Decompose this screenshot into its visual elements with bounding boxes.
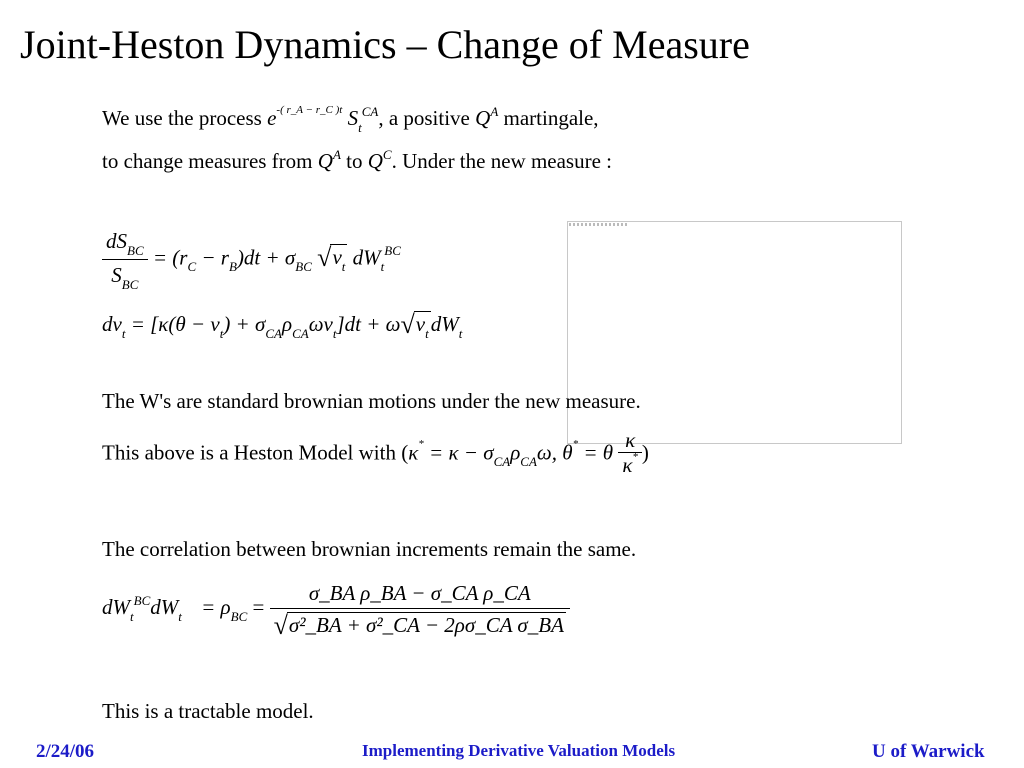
slide-title: Joint-Heston Dynamics – Change of Measure [20,22,750,67]
star-2: * [572,438,579,451]
s-sup: CA [361,104,379,119]
q-sup-c: C [382,147,392,162]
heston-prefix: This above is a Heston Model with ( [102,440,409,465]
heston-line [102,428,649,481]
ds-num-sub: BC [127,243,144,258]
q-symbol: Q [475,106,491,130]
sqrt-icon: √ [317,243,332,273]
heston-sub-ca: CA [493,454,511,470]
dv-sub-ca-2: CA [292,326,309,341]
ds-v-sub: t [341,259,346,275]
ds-sqrt [330,244,347,275]
intro-to: to [346,149,363,173]
s-symbol: S [347,106,359,130]
sqrt-icon-2: √ [400,310,415,339]
intro-line-1 [102,103,599,137]
footer-title: Implementing Derivative Valuation Models [362,741,676,760]
dv-sub-t-2: t [219,326,224,341]
ds-rc: C [187,259,197,275]
ds-v: v [332,245,342,270]
dv-text-c: ) + σ [223,312,266,336]
dv-text-f: ]dt + ω [336,312,401,336]
heston-omega: ω, [536,440,557,465]
ds-rb: B [228,259,237,275]
equation-correlation [102,578,570,640]
corr-numerator: σ_BA ρ_BA − σ_CA ρ_CA [270,578,570,609]
frac-num: κ [625,428,636,452]
q-sup-a: A [490,104,499,119]
exp-base: e [267,106,277,130]
kappa-fraction [618,428,642,481]
intro-text: We use the process [102,106,262,130]
ds-den-sub: BC [121,277,139,292]
heston-eq-theta: = θ [578,440,614,465]
ds-dw-sub: t [380,259,385,275]
heston-rho: ρ [510,440,521,465]
corr-sub-t: t [130,608,134,624]
kappa-star: κ [408,440,419,465]
corr-eq-rho: = ρ [201,594,231,619]
ds-dw: dW [352,245,381,270]
footer-institution: U of Warwick [872,741,985,762]
dv-sub-t-3: t [332,326,337,341]
corr-sub-t-2: t [178,608,182,624]
corr-denominator: σ²_BA + σ²_CA − 2ρσ_CA σ_BA [288,613,564,637]
ds-rhs-a: = (r [152,245,188,270]
intro-line-2 [102,146,612,179]
dv-text-d: ρ [281,312,293,336]
intro-line2-text: to change measures from [102,149,313,173]
footer-date: 2/24/06 [36,741,95,762]
corr-sub-bc: BC [230,608,248,624]
dv-sub-t: t [121,326,126,341]
corr-sup-bc: BC [133,592,151,608]
sqrt-icon-3: √ [273,611,288,640]
q-symbol-3: Q [367,149,383,173]
corr-denominator-wrap [270,609,570,640]
heston-sub-ca-2: CA [520,454,537,470]
dv-text-g: dW [430,312,459,336]
correlation-fraction [270,578,570,640]
equation-ds [102,226,401,293]
correlation-text: The correlation between brownian increments remain the same. [102,537,637,561]
tractable-text: This is a tractable model. [102,699,314,723]
ds-sigma-sub: BC [295,259,312,275]
theta-star: θ [562,440,573,465]
exp-power: -( r_A − r_C )t [276,104,343,116]
corr-dw-2: dW [150,594,179,619]
heston-close: ) [641,440,649,465]
heston-mid: = κ − σ [423,440,494,465]
brownian-text: The W's are standard brownian motions under the new measure. [102,389,641,413]
ds-fraction [102,226,148,293]
ds-rhs-c: )dt + σ [236,245,296,270]
dv-text-e: ωv [308,312,333,336]
dv-sub-t-5: t [458,326,463,341]
q-sup-a-2: A [332,147,341,162]
ds-numerator: dS [106,229,127,253]
star-1: * [418,438,424,451]
frac-den: κ [622,453,633,477]
dv-sub-ca: CA [265,326,282,341]
corr-eq: = [252,594,265,619]
intro-line2-text-2: . Under the new measure : [391,149,612,173]
intro-text-2: , a positive [378,106,470,130]
dv-text-b: = [κ(θ − v [125,312,220,336]
ds-denominator: S [111,263,122,287]
equation-dv: $dv_t = [\kappa(\theta - v_t) + \sigma_{CA}\rho_{CA}\omega v_t]dt + \omega√v_tdW_t$ [102,310,463,341]
placeholder-caption-icon [569,223,629,226]
intro-text-3: martingale, [503,106,599,130]
s-sub: t [358,120,362,135]
dv-sub-t-4: t [425,326,429,341]
corr-dw: dW [102,594,130,619]
star-3: * [632,451,638,463]
ds-dw-sup: BC [384,243,401,259]
dv-text-a: dv [102,312,122,336]
q-symbol-2: Q [317,149,333,173]
ds-rhs-b: − r [196,245,229,270]
